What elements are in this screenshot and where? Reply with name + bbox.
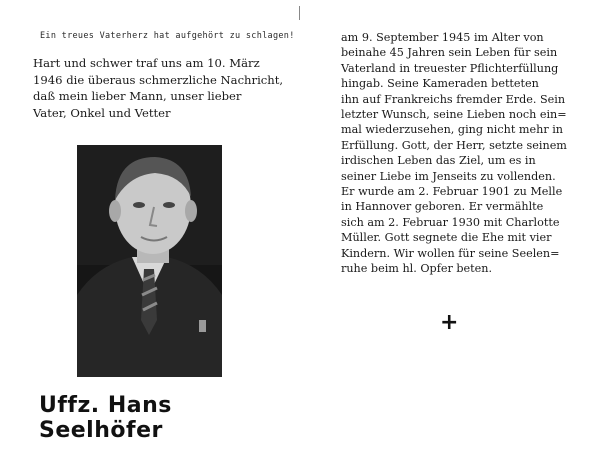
text-line: daß mein lieber Mann, unser lieber bbox=[33, 89, 242, 103]
text-line: irdischen Leben das Ziel, um es in bbox=[341, 154, 536, 168]
text-line: Kindern. Wir wollen für seine Seelen= bbox=[341, 246, 560, 260]
text-line: Müller. Gott segnete die Ehe mit vier bbox=[341, 231, 552, 245]
text-line: 1946 die überaus schmerzliche Nachricht, bbox=[33, 72, 284, 87]
text-line: hingab. Seine Kameraden betteten bbox=[341, 77, 539, 91]
text-line: beinahe 45 Jahren sein Leben für sein bbox=[341, 46, 558, 60]
text-line: ruhe beim hl. Opfer beten. bbox=[341, 262, 493, 276]
text-line: letzter Wunsch, seine Lieben noch ein= bbox=[341, 108, 567, 122]
portrait-image bbox=[77, 145, 222, 377]
text-line: am 9. September 1945 im Alter von bbox=[341, 31, 544, 44]
text-line: Vater, Onkel und Vetter bbox=[33, 105, 171, 120]
text-line: seiner Liebe im Jenseits zu vollenden. bbox=[341, 169, 556, 183]
announcement-text bbox=[33, 55, 284, 121]
fold-mark bbox=[299, 6, 300, 20]
portrait-photo bbox=[77, 145, 222, 377]
text-line: Erfüllung. Gott, der Herr, setzte seinem bbox=[341, 138, 567, 152]
epigraph: Ein treues Vaterherz hat aufgehört zu schlagen! bbox=[40, 31, 295, 41]
deceased-name: Uffz. Hans Seelhöfer bbox=[39, 393, 172, 443]
text-line: ihn auf Frankreichs fremder Erde. Sein bbox=[341, 92, 566, 106]
text-line: Hart und schwer traf uns am 10. März bbox=[33, 56, 260, 70]
text-line: sich am 2. Februar 1930 mit Charlotte bbox=[341, 215, 560, 229]
text-line: mal wiederzusehen, ging nicht mehr in bbox=[341, 123, 564, 137]
text-line: Vaterland in treuester Pflichterfüllung bbox=[341, 61, 559, 75]
cross-icon: + bbox=[440, 310, 459, 335]
text-line: in Hannover geboren. Er vermählte bbox=[341, 200, 544, 214]
biography-text bbox=[341, 30, 567, 277]
text-line: Er wurde am 2. Februar 1901 zu Melle bbox=[341, 185, 563, 199]
